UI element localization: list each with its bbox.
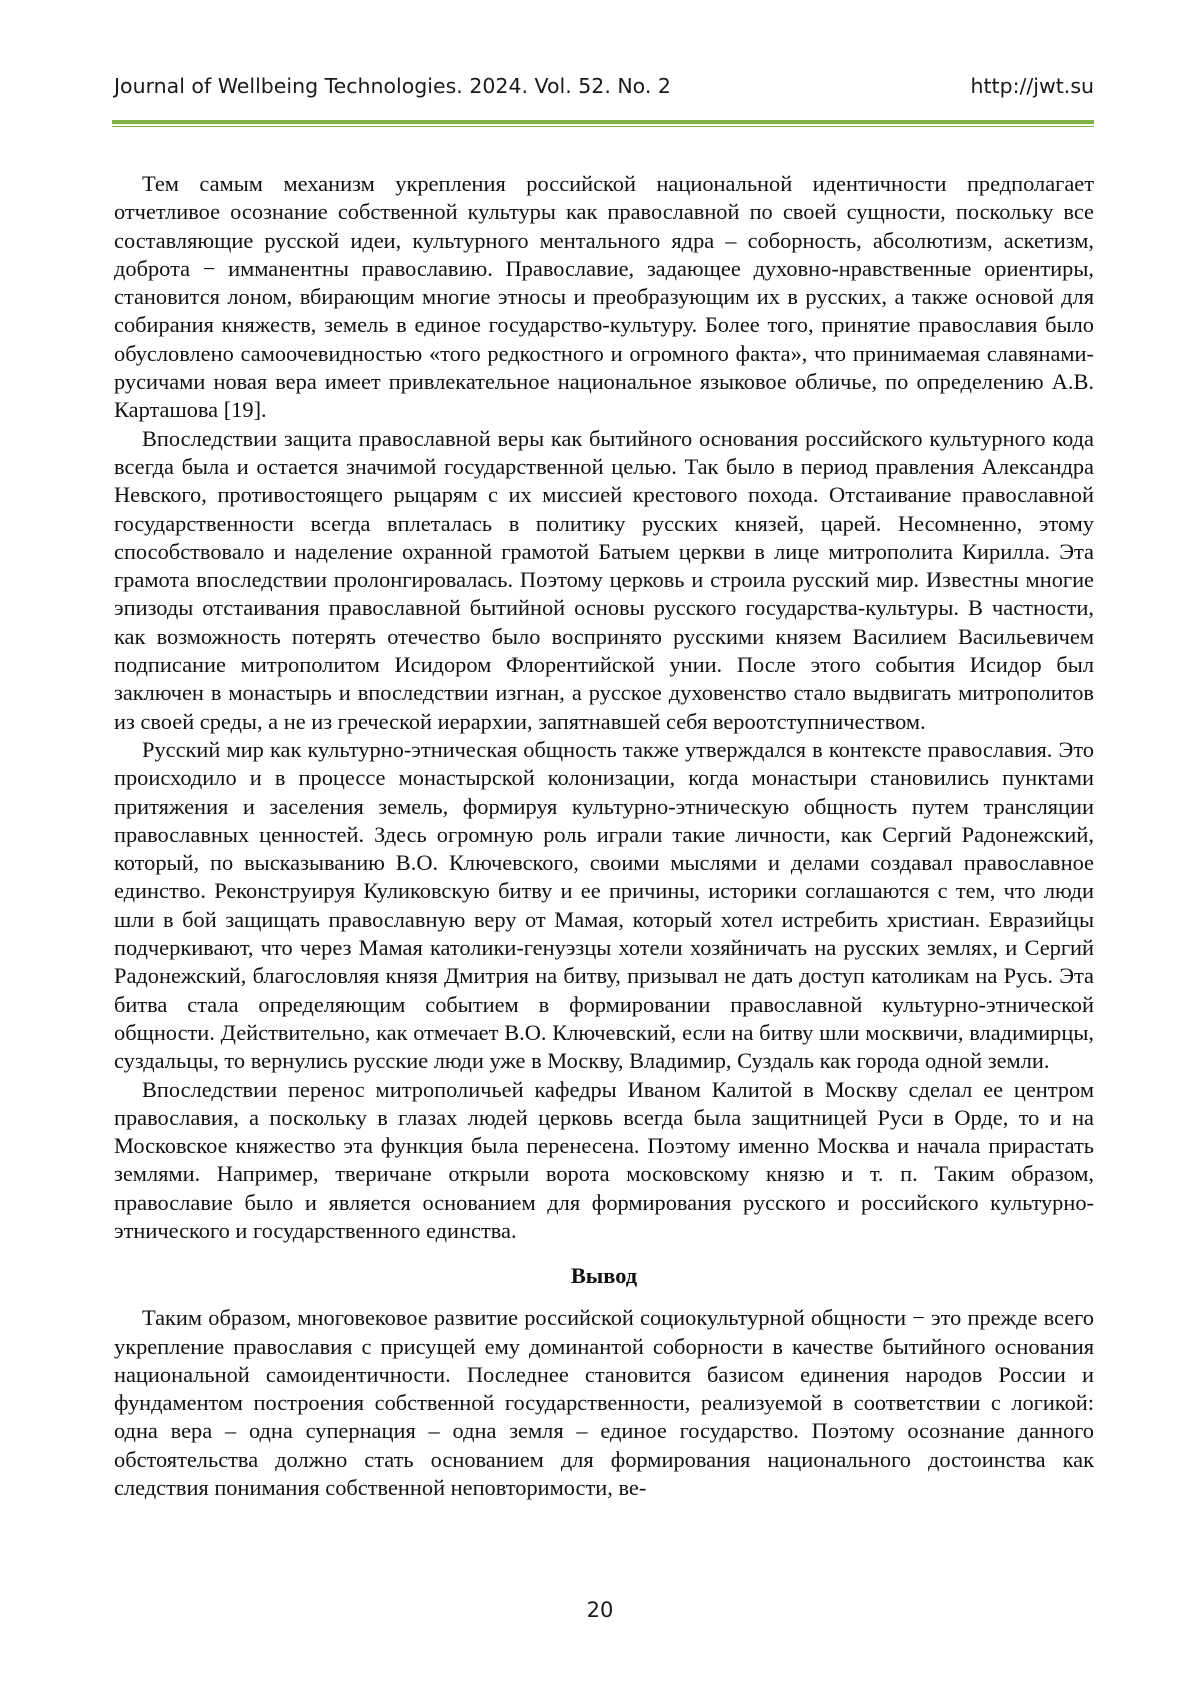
page	[0, 0, 1200, 1698]
journal-title: Journal of Wellbeing Technologies. 2024. Vol. 52. No. 2	[114, 74, 671, 98]
journal-url[interactable]: http://jwt.su	[971, 74, 1095, 98]
header-rule-thin	[112, 126, 1094, 127]
running-header	[114, 74, 1094, 106]
section-heading: Вывод	[114, 1262, 1094, 1290]
article-body	[114, 170, 1094, 1502]
paragraph-1: Тем самым механизм укрепления российской национальной идентичности предполагает отчетливое осознание собственной культуры как православной по своей сущности, поскольку все составляющие русской идеи, культурного ментального ядра – соборность, абсолютизм, аскетизм, доброта − имманентны православию. Православие, задающее духовно-нравственные ориентиры, становится лоном, вбирающим многие этносы и преобразующим их в русских, а также основой для собирания княжеств, земель в единое государство-культуру. Более того, принятие православия было обусловлено самоочевидностью «того редкостного и огромного факта», что принимаемая славянами-русичами новая вера имеет привлекательное национальное языковое обличье, по определению А.В. Карташова [19].	[114, 170, 1094, 425]
header-rule	[112, 120, 1094, 124]
page-number: 20	[0, 1598, 1200, 1622]
paragraph-4: Впоследствии перенос митрополичьей кафедры Иваном Калитой в Москву сделал ее центром православия, а поскольку в глазах людей церковь всегда была защитницей Руси в Орде, то и на Московское княжество эта функция была перенесена. Поэтому именно Москва и начала прирастать землями. Например, тверичане открыли ворота московскому князю и т. п. Таким образом, православие было и является основанием для формирования русского и российского культурно-этнического и государственного единства.	[114, 1076, 1094, 1246]
paragraph-3: Русский мир как культурно-этническая общность также утверждался в контексте православия. Это происходило и в процессе монастырской колонизации, когда монастыри становились пунктами притяжения и заселения земель, формируя культурно-этническую общность путем трансляции православных ценностей. Здесь огромную роль играли такие личности, как Сергий Радонежский, который, по высказыванию В.О. Ключевского, своими мыслями и делами создавал православное единство. Реконструируя Куликовскую битву и ее причины, историки соглашаются с тем, что люди шли в бой защищать православную веру от Мамая, который хотел истребить христиан. Евразийцы подчеркивают, что через Мамая католики-генуэзцы хотели хозяйничать на русских землях, и Сергий Радонежский, благословляя князя Дмитрия на битву, призывал не дать доступ католикам на Русь. Эта битва стала определяющим событием в формировании православной культурно-этнической общности. Действительно, как отмечает В.О. Ключевский, если на битву шли москвичи, владимирцы, суздальцы, то вернулись русские люди уже в Москву, Владимир, Суздаль как города одной земли.	[114, 736, 1094, 1076]
conclusion-paragraph: Таким образом, многовековое развитие российской социокультурной общности − это прежде всего укрепление православия с присущей ему доминантой соборности в качестве бытийного основания национальной самоидентичности. Последнее становится базисом единения народов России и фундаментом построения собственной государственности, реализуемой в соответствии с логикой: одна вера – одна супернация – одна земля – единое государство. Поэтому осознание данного обстоятельства должно стать основанием для формирования национального достоинства как следствия понимания собственной неповторимости, ве-	[114, 1304, 1094, 1502]
paragraph-2: Впоследствии защита православной веры как бытийного основания российского культурного кода всегда была и остается значимой государственной целью. Так было в период правления Александра Невского, противостоящего рыцарям с их миссией крестового похода. Отстаивание православной государственности всегда вплеталась в политику русских князей, царей. Несомненно, этому способствовало и наделение охранной грамотой Батыем церкви в лице митрополита Кирилла. Эта грамота впоследствии пролонгировалась. Поэтому церковь и строила русский мир. Известны многие эпизоды отстаивания православной бытийной основы русского государства-культуры. В частности, как возможность потерять отечество было воспринято русскими князем Василием Васильевичем подписание митрополитом Исидором Флорентийской унии. После этого события Исидор был заключен в монастырь и впоследствии изгнан, а русское духовенство стало выдвигать митрополитов из своей среды, а не из греческой иерархии, запятнавшей себя вероотступничеством.	[114, 425, 1094, 736]
